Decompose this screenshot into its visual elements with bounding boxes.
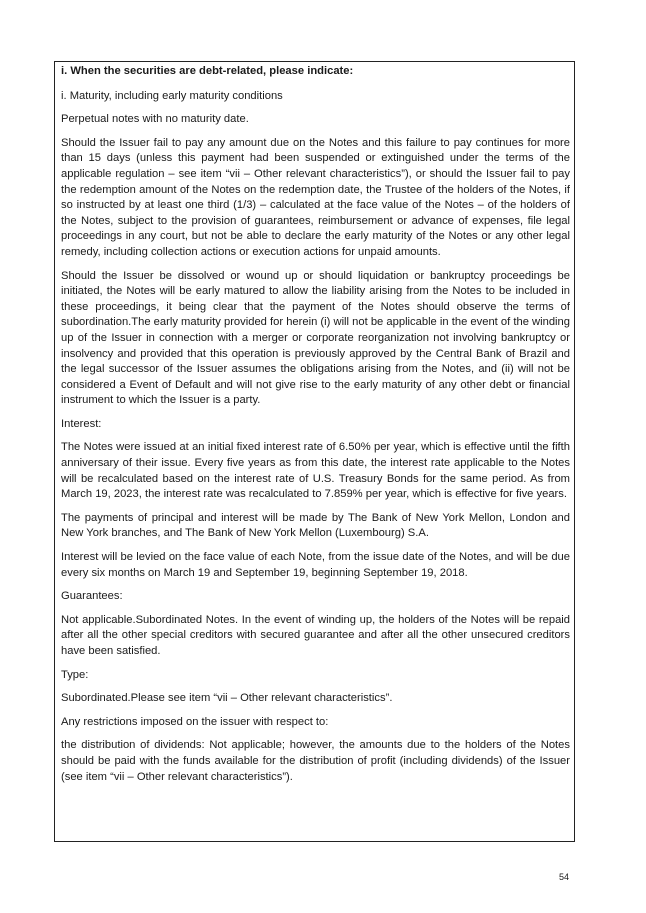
interest-rate-paragraph: The Notes were issued at an initial fixed interest rate of 6.50% per year, which is effective until the fifth anniversary of their issue. Every five years as from this date, the interest rate applicable to the Notes will be recalculated based on the interest rate of U.S. Treasury Bonds for the same period. As from March 19, 2023, the interest rate was recalculated to 7.859% per year, which is effective for five years. — [61, 441, 570, 501]
restrictions-label: Any restrictions imposed on the issuer with respect to: — [61, 715, 329, 728]
type-label: Type: — [61, 668, 89, 681]
guarantees-label: Guarantees: — [61, 590, 123, 603]
interest-schedule-paragraph: Interest will be levied on the face value of each Note, from the issue date of the Notes, and will be due every six months on March 19 and September 19, beginning September 19, 2018. — [61, 551, 570, 579]
default-paragraph: Should the Issuer fail to pay any amount due on the Notes and this failure to pay continues for more than 15 days (unless this payment had been suspended or extinguished under the terms of the applicable regulation – see item “vii – Other relevant characteristics”), or should the Issuer fail to pay the redemption amount of the Notes on the redemption date, the Trustee of the holders of the Notes, if so instructed by at least one third (1/3) – calculated at the face value of the Notes – of the holders of the Notes, subject to the provision of guarantees, reimbursement or advance of expenses, file legal proceedings in any court, but not be able to declare the early maturity of the Notes or any other legal remedy, including collection actions or execution actions for unpaid amounts. — [61, 136, 570, 258]
dividends-paragraph: the distribution of dividends: Not applicable; however, the amounts due to the holders of the Notes should be paid with the funds available for the distribution of profit (including dividends) of the Issuer (see item “vii – Other relevant characteristics”). — [61, 739, 570, 783]
maturity-value: Perpetual notes with no maturity date. — [61, 113, 249, 126]
type-value: Subordinated.Please see item “vii – Other relevant characteristics”. — [61, 692, 393, 705]
dissolution-paragraph: Should the Issuer be dissolved or wound up or should liquidation or bankruptcy proceedings be initiated, the Notes will be early matured to allow the liability arising from the Notes to be included in these proceedings, it being clear that the payment of the Notes should observe the terms of subordination.The early maturity provided for herein (i) will not be applicable in the event of the winding up of the Issuer in connection with a merger or corporate reorganization not involving bankruptcy or insolvency and provided that this operation is previously approved by the Central Bank of Brazil and the legal successor of the Issuer assumes the obligations arising from the Notes, and (ii) will not be considered a Event of Default and will not give rise to the early maturity of any other debt or financial instrument to which the Issuer is a party. — [61, 269, 570, 407]
content-box — [54, 61, 575, 842]
payments-paragraph: The payments of principal and interest will be made by The Bank of New York Mellon, London and New York branches, and The Bank of New York Mellon (Luxembourg) S.A. — [61, 511, 570, 540]
page-number: 54 — [559, 872, 570, 882]
interest-label: Interest: — [61, 417, 102, 430]
maturity-label: i. Maturity, including early maturity conditions — [61, 89, 283, 102]
guarantees-value: Not applicable.Subordinated Notes. In the event of winding up, the holders of the Notes will be repaid after all the other special creditors with secured guarantee and after all the other unsecured creditors have been satisfied. — [61, 613, 570, 657]
section-heading: i. When the securities are debt-related, please indicate: — [61, 65, 354, 77]
